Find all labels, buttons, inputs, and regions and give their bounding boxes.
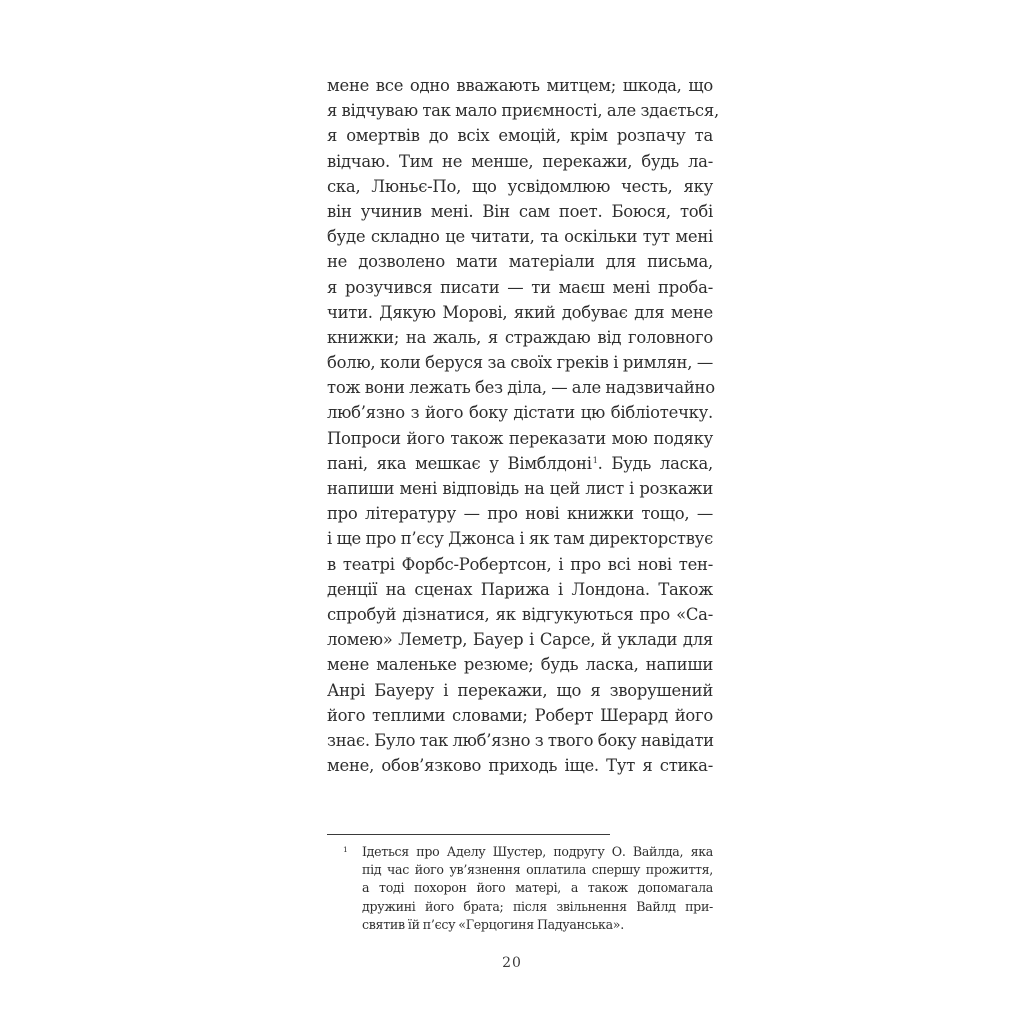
text-line: я розучився писати — ти маєш мені проба- (327, 277, 713, 297)
text-line: книжки; на жаль, я страждаю від головного (327, 327, 713, 347)
footnote-text (362, 843, 713, 934)
footnote-marker: 1 (343, 845, 348, 854)
text-segment: . Будь ласка, (597, 453, 713, 473)
footnote-line: святив їй п’єсу «Герцогиня Падуанська». (362, 916, 624, 932)
footnote-reference[interactable]: 1 (592, 455, 598, 465)
text-line: і ще про п’єсу Джонса і як там директорствує (327, 529, 713, 549)
text-line: відчаю. Тим не менше, перекажи, будь ла- (327, 151, 713, 171)
text-line: ломею» Леметр, Бауер і Сарсе, й уклади для (327, 630, 713, 650)
text-line: він учинив мені. Він сам поет. Боюся, тобі (327, 201, 713, 221)
page-number: 20 (502, 955, 522, 971)
footnote-divider (327, 834, 610, 835)
footnote-line: Ідеться про Аделу Шустер, подругу О. Вайлда, яка (362, 844, 713, 859)
text-line: я відчуваю так мало приємності, але здається, (327, 101, 719, 121)
text-line: знає. Було так люб’язно з твого боку навідати (327, 730, 714, 750)
text-line: люб’язно з його боку дістати цю бібліотечку. (327, 403, 713, 423)
text-segment: пані, яка мешкає у Вімблдоні (327, 453, 592, 473)
text-line: в театрі Форбс-Робертсон, і про всі нові тен- (327, 554, 713, 574)
body-text (327, 73, 719, 778)
footnote-line: дружині його брата; після звільнення Вайлд при- (362, 898, 713, 914)
text-line: мене, обов’язково приходь іще. Тут я стика- (327, 756, 713, 776)
text-line: про літературу — про нові книжки тощо, — (327, 504, 713, 524)
text-line: мене все одно вважають митцем; шкода, що (327, 76, 713, 95)
text-line: його теплими словами; Роберт Шерард його (327, 705, 713, 725)
text-line: мене маленьке резюме; будь ласка, напиши (327, 655, 713, 675)
text-line: тож вони лежать без діла, — але надзвичайно (327, 378, 715, 398)
text-line: я омертвів до всіх емоцій, крім розпачу та (327, 126, 713, 146)
text-line: спробуй дізнатися, як відгукуються про «Са- (327, 604, 713, 624)
text-line: чити. Дякую Морові, який добуває для мене (327, 302, 713, 322)
text-line: напиши мені відповідь на цей лист і розкажи (327, 479, 713, 498)
text-line-with-footnote-ref (327, 451, 713, 476)
text-line: ска, Люньє-По, що усвідомлюю честь, яку (327, 176, 713, 196)
text-line: денції на сценах Парижа і Лондона. Також (327, 579, 713, 599)
text-line: Анрі Бауеру і перекажи, що я зворушений (327, 680, 713, 700)
text-line: не дозволено мати матеріали для письма, (327, 252, 713, 272)
text-line: Попроси його також переказати мою подяку (327, 428, 713, 448)
footnote-line: а тоді похорон його матері, а також допомагала (362, 880, 713, 896)
text-line: буде складно це читати, та оскільки тут мені (327, 227, 713, 247)
footnote-line: під час його ув’язнення оплатила спершу прожиття, (362, 862, 713, 878)
text-line: болю, коли беруся за своїх греків і римлян, — (327, 353, 713, 373)
